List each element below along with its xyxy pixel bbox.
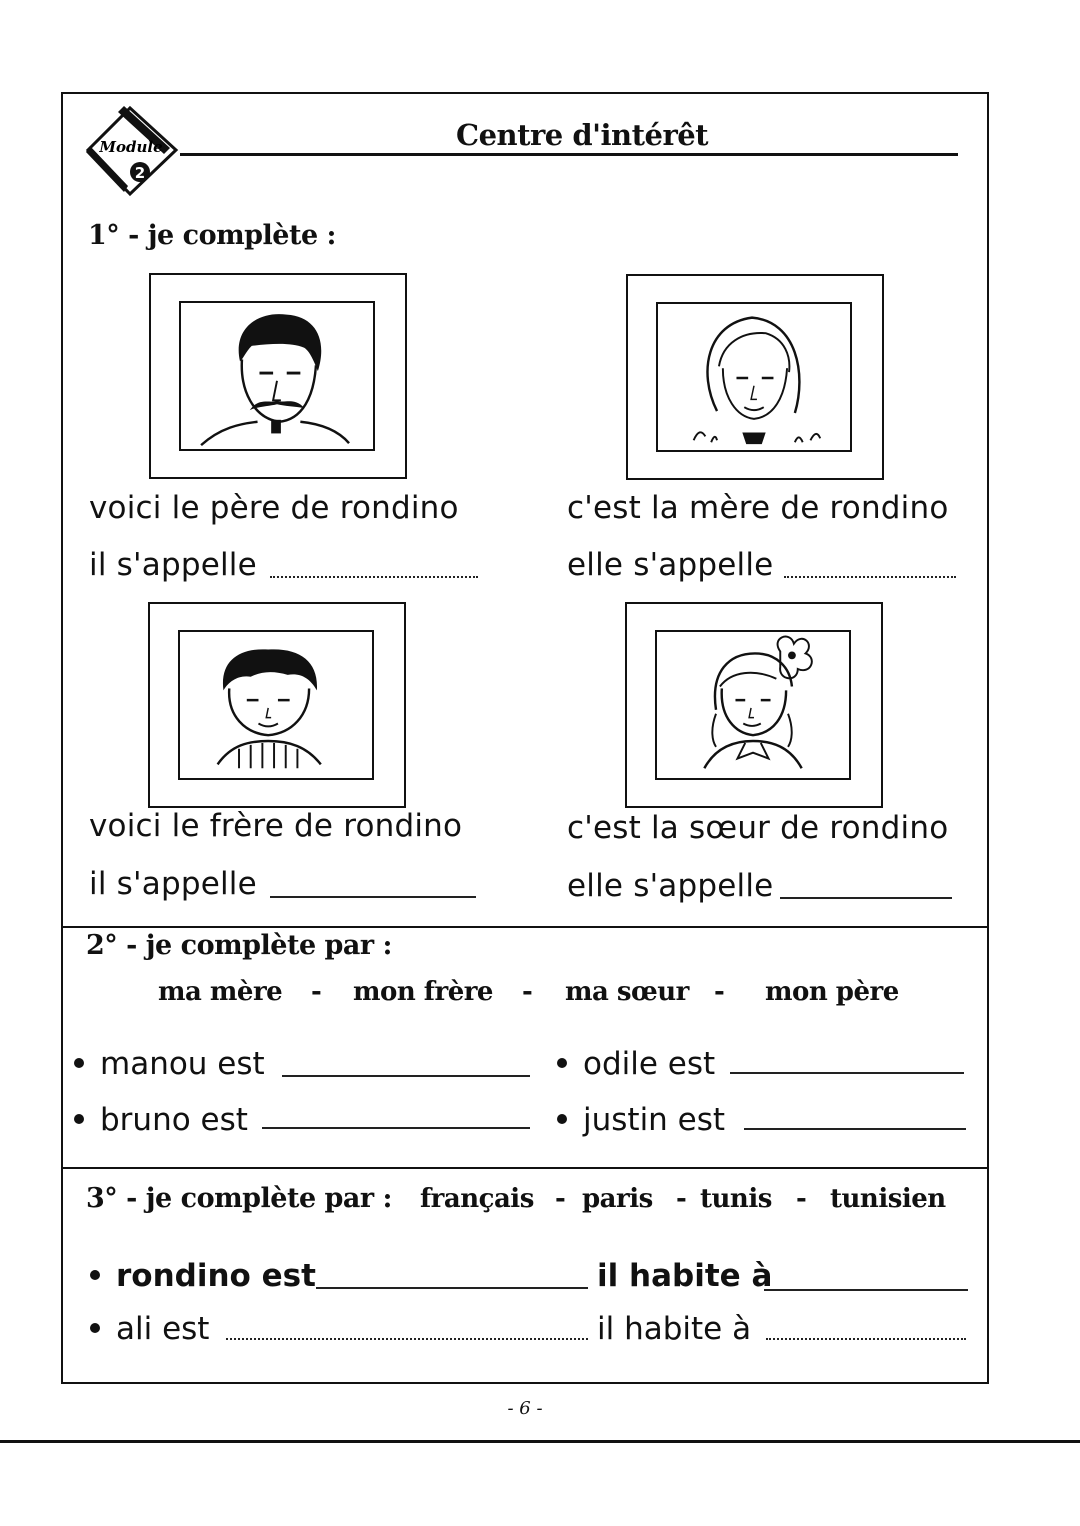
card4-prompt: elle s'appelle [567, 868, 774, 904]
word-option: français [420, 1184, 534, 1214]
card1-caption: voici le père de rondino [89, 490, 459, 526]
page-title: Centre d'intérêt [456, 118, 709, 152]
word-separator: - [555, 1184, 566, 1214]
list-item-right: il habite à [597, 1258, 773, 1294]
father-drawing [181, 303, 373, 449]
card1-prompt: il s'appelle [89, 547, 257, 583]
list-item: bruno est [74, 1102, 248, 1138]
section3-heading: 3° - je complète par : [86, 1183, 392, 1214]
bullet-icon [90, 1270, 100, 1280]
answer-blank[interactable] [744, 1128, 966, 1130]
list-item: rondino est [90, 1258, 316, 1294]
answer-blank[interactable] [262, 1127, 530, 1129]
card3-answer-blank[interactable] [270, 896, 476, 898]
module-badge [84, 102, 184, 202]
answer-blank[interactable] [766, 1338, 966, 1340]
word-option: mon frère [353, 977, 493, 1007]
answer-blank[interactable] [316, 1287, 588, 1289]
word-separator: - [311, 977, 322, 1007]
answer-blank[interactable] [226, 1338, 588, 1340]
title-underline [180, 153, 958, 156]
bullet-icon [557, 1114, 567, 1124]
badge-number: 2 [134, 164, 146, 182]
list-item-right: il habite à [597, 1311, 752, 1347]
card2-prompt: elle s'appelle [567, 547, 774, 583]
section1-heading: 1° - je complète : [88, 220, 336, 251]
list-item: ali est [90, 1311, 209, 1347]
bullet-icon [74, 1058, 84, 1068]
word-option: paris [582, 1184, 653, 1214]
list-item: odile est [557, 1046, 715, 1082]
bullet-icon [557, 1058, 567, 1068]
answer-blank[interactable] [730, 1072, 964, 1074]
word-separator: - [676, 1184, 687, 1214]
word-option: tunis [700, 1184, 772, 1214]
badge-label: Module [99, 138, 163, 156]
list-item: justin est [557, 1102, 725, 1138]
section-divider [61, 1167, 989, 1169]
card4-caption: c'est la sœur de rondino [567, 810, 949, 846]
bottom-rule [0, 1440, 1080, 1443]
word-option: ma sœur [565, 977, 689, 1007]
brother-picture [148, 602, 406, 808]
brother-drawing [180, 632, 372, 778]
sister-drawing [657, 632, 849, 778]
bullet-icon [90, 1323, 100, 1333]
mother-drawing [658, 304, 850, 450]
page-number: - 6 - [507, 1398, 543, 1419]
section2-heading: 2° - je complète par : [86, 930, 392, 961]
card3-prompt: il s'appelle [89, 866, 257, 902]
word-separator: - [522, 977, 533, 1007]
answer-blank[interactable] [282, 1075, 530, 1077]
list-item: manou est [74, 1046, 265, 1082]
answer-blank[interactable] [764, 1289, 968, 1291]
card2-caption: c'est la mère de rondino [567, 490, 949, 526]
word-option: tunisien [830, 1184, 946, 1214]
mother-picture [626, 274, 884, 480]
father-picture [149, 273, 407, 479]
card2-answer-blank[interactable] [784, 576, 956, 578]
card3-caption: voici le frère de rondino [89, 808, 463, 844]
sister-picture [625, 602, 883, 808]
word-separator: - [796, 1184, 807, 1214]
word-separator: - [714, 977, 725, 1007]
card1-answer-blank[interactable] [270, 576, 478, 578]
word-option: mon père [765, 977, 899, 1007]
section-divider [61, 926, 989, 928]
bullet-icon [74, 1114, 84, 1124]
word-option: ma mère [158, 977, 283, 1007]
card4-answer-blank[interactable] [780, 897, 952, 899]
